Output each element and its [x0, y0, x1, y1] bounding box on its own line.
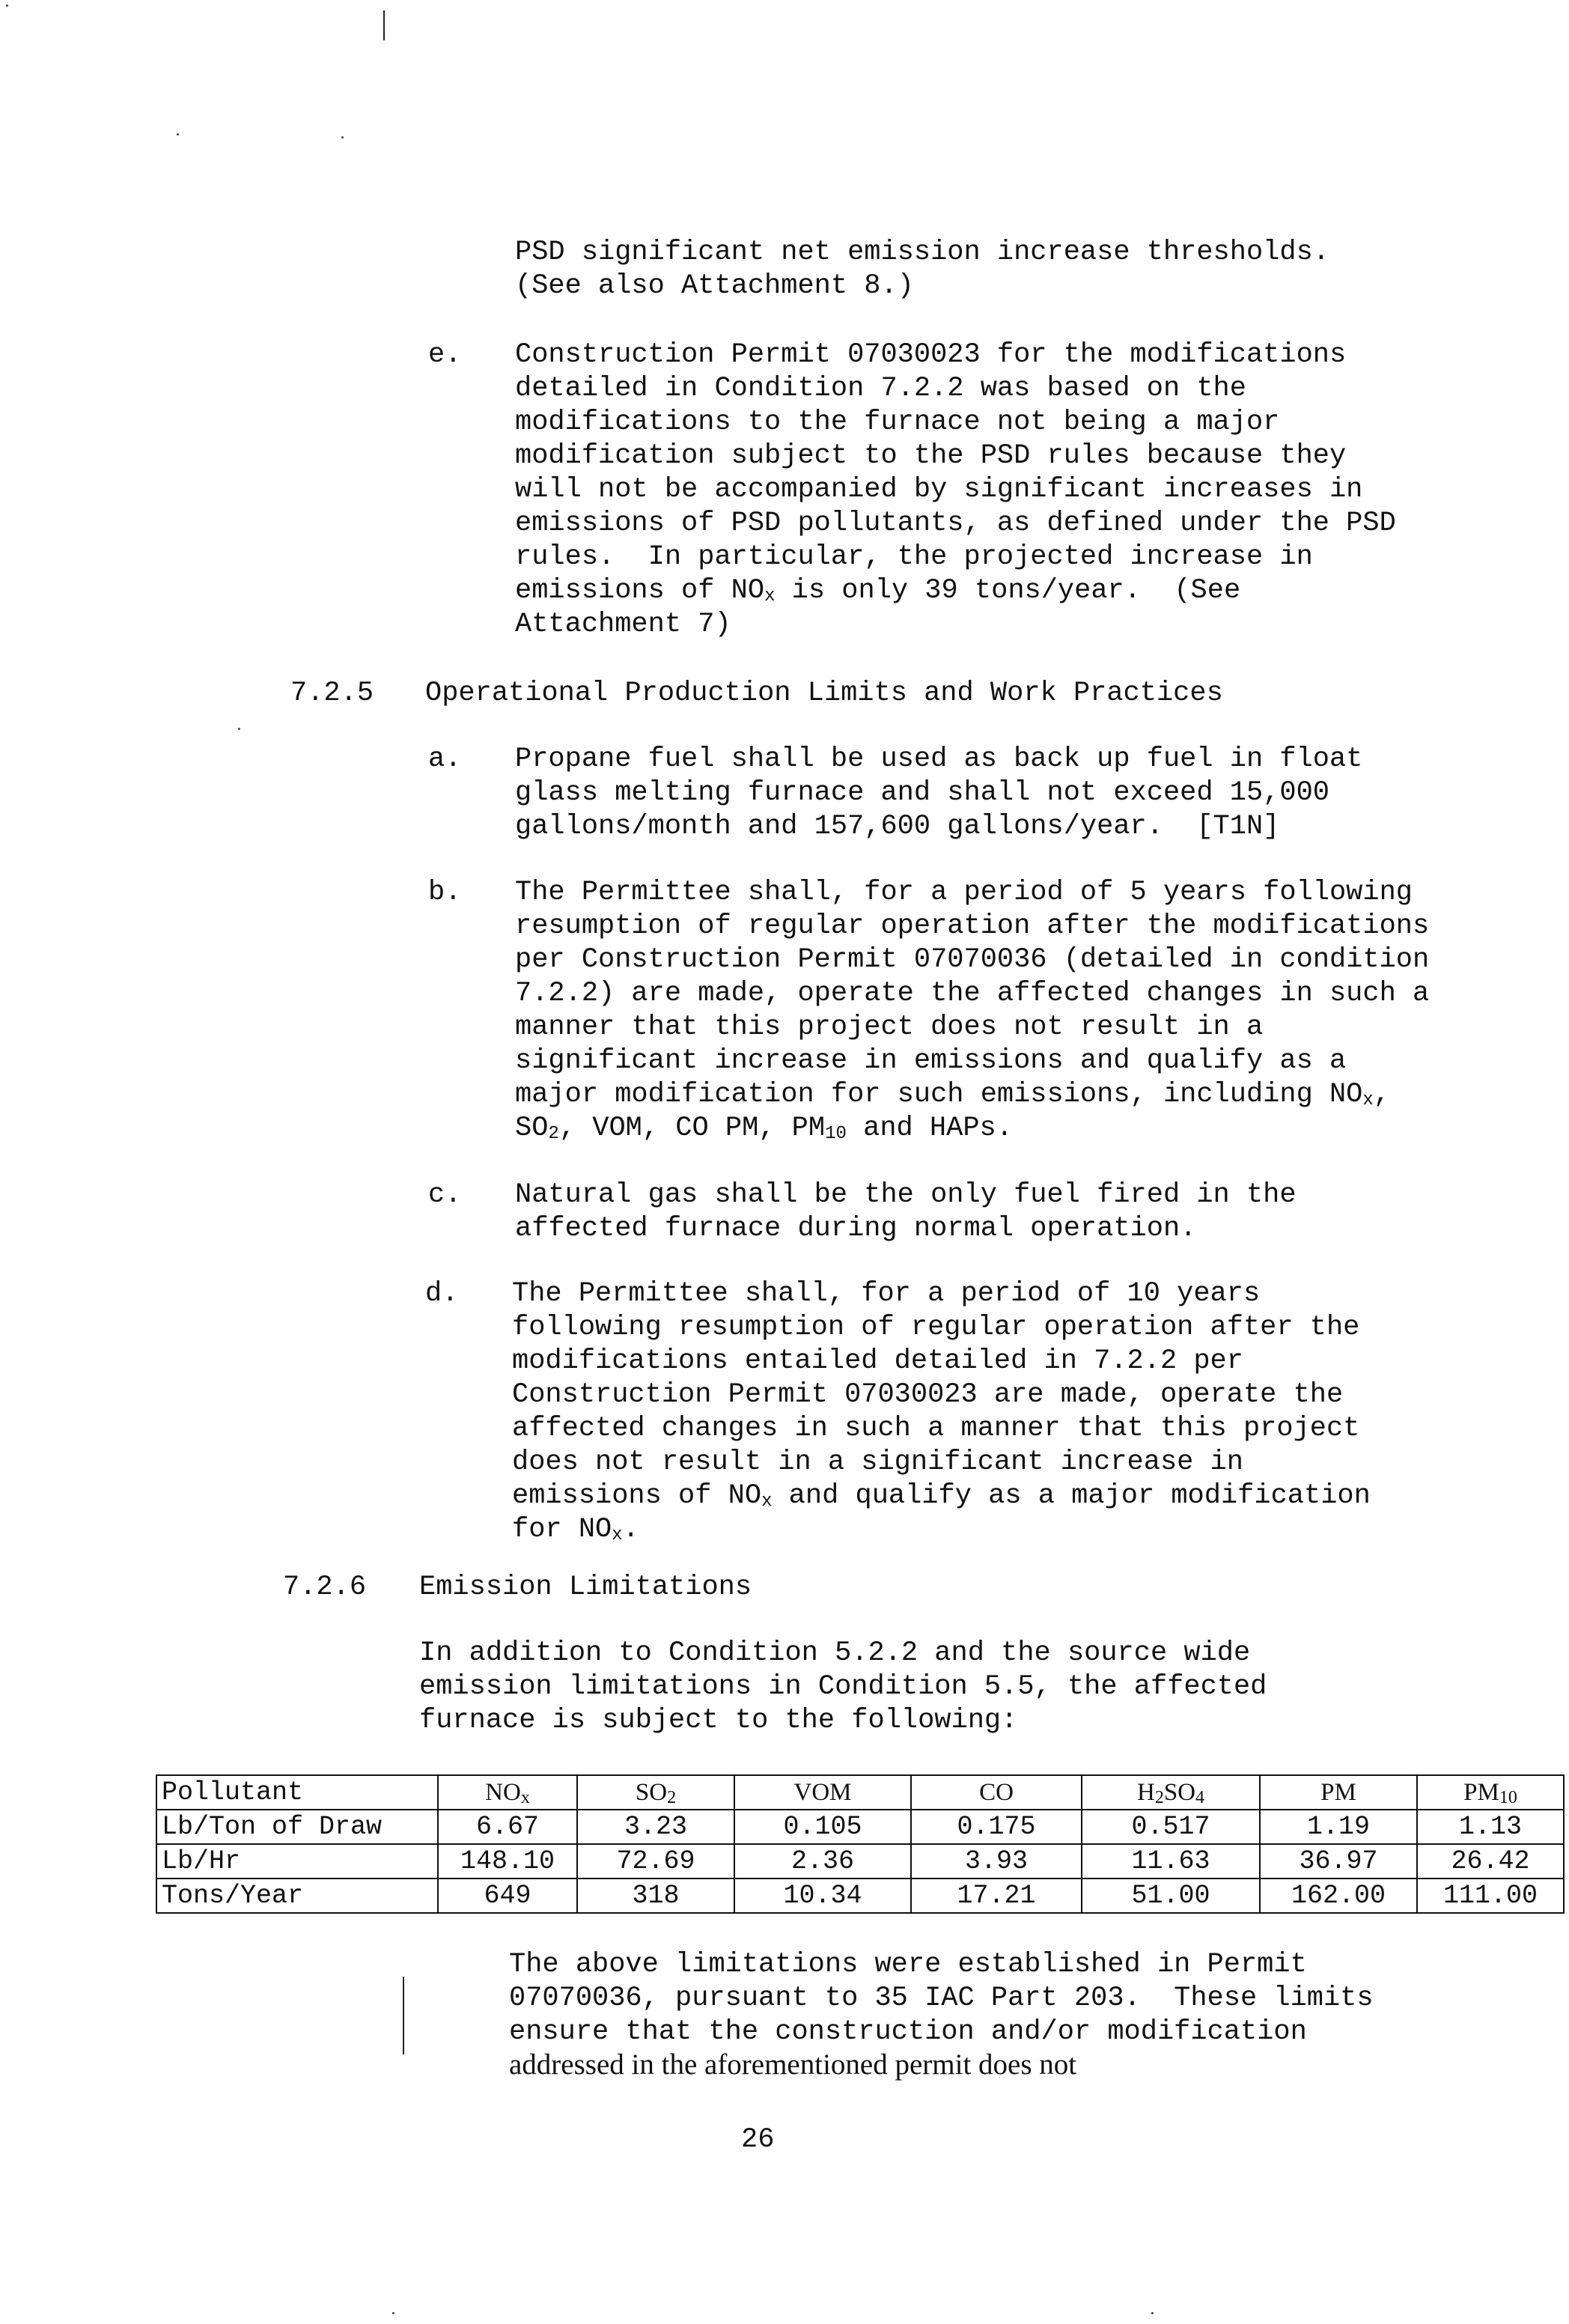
section-title: Emission Limitations: [419, 1572, 752, 1603]
item-b-line: [515, 1112, 1013, 1145]
header-text: CO: [979, 1778, 1014, 1806]
table-cell: 6.67: [438, 1810, 577, 1844]
scan-speck: [1151, 2312, 1154, 2314]
table-cell: 36.97: [1260, 1844, 1417, 1879]
item-c-line: Natural gas shall be the only fuel fired in the: [515, 1179, 1297, 1211]
table-row: [156, 1879, 1564, 1913]
table-cell: 11.63: [1082, 1844, 1260, 1879]
item-e-line: detailed in Condition 7.2.2 was based on the: [515, 373, 1246, 404]
change-bar-top: [383, 10, 385, 40]
closing-line: addressed in the aforementioned permit does not: [509, 2048, 1077, 2081]
section-title: Operational Production Limits and Work Practices: [425, 678, 1223, 709]
subscript: 2: [548, 1124, 559, 1144]
column-header: [1417, 1775, 1564, 1810]
item-b-line: The Permittee shall, for a period of 5 years following: [515, 877, 1413, 908]
subscript: 2: [1154, 1787, 1164, 1807]
intro-line: (See also Attachment 8.): [515, 270, 914, 302]
item-b-line: 7.2.2) are made, operate the affected changes in such a: [515, 978, 1430, 1009]
column-header: [438, 1775, 577, 1810]
text-run: and HAPs.: [846, 1113, 1013, 1144]
row-label: Lb/Hr: [156, 1844, 438, 1879]
column-header: [734, 1775, 911, 1810]
item-a-line: Propane fuel shall be used as back up fuel in float: [515, 743, 1363, 775]
row-label: Tons/Year: [156, 1879, 438, 1913]
scan-speck: [392, 2312, 394, 2314]
item-e-line: [515, 574, 1240, 607]
table-cell: 1.13: [1417, 1810, 1564, 1844]
column-header: [577, 1775, 734, 1810]
text-run: emissions of NO: [512, 1480, 762, 1512]
table-header-row: [156, 1775, 1564, 1810]
subscript: 10: [1499, 1787, 1517, 1807]
table-cell: 3.23: [577, 1810, 734, 1844]
table-cell: 1.19: [1260, 1810, 1417, 1844]
section-number: 7.2.6: [283, 1572, 367, 1603]
text-run: is only 39 tons/year. (See: [775, 575, 1241, 606]
paragraph-line: In addition to Condition 5.2.2 and the source wide: [419, 1637, 1251, 1669]
intro-line: PSD significant net emission increase thresholds.: [515, 237, 1329, 268]
item-e-line: will not be accompanied by significant increases in: [515, 474, 1363, 505]
item-b-line: significant increase in emissions and qualify as a: [515, 1045, 1347, 1077]
item-a-line: glass melting furnace and shall not exceed 15,000: [515, 777, 1329, 809]
table-cell: 162.00: [1260, 1879, 1417, 1913]
item-d-line: does not result in a significant increase in: [512, 1447, 1243, 1478]
header-text: VOM: [793, 1778, 852, 1806]
emission-limits-table: [156, 1774, 1565, 1914]
text-run: ,: [1373, 1079, 1391, 1110]
header-text: PM: [1463, 1778, 1499, 1806]
item-d-line: following resumption of regular operation after the: [512, 1312, 1360, 1343]
item-e-line: modification subject to the PSD rules because they: [515, 440, 1347, 472]
closing-line: The above limitations were established in Permit: [509, 1949, 1307, 1980]
text-run: emissions of NO: [515, 575, 765, 606]
item-e-line: Construction Permit 07030023 for the modifications: [515, 339, 1347, 371]
table-cell: 148.10: [438, 1844, 577, 1879]
text-run: and qualify as a major modification: [772, 1480, 1371, 1512]
item-e-line: modifications to the furnace not being a major: [515, 407, 1280, 438]
table-cell: 0.175: [911, 1810, 1082, 1844]
header-text: H: [1136, 1778, 1155, 1806]
table-cell: 10.34: [734, 1879, 911, 1913]
paragraph-line: emission limitations in Condition 5.5, the affected: [419, 1671, 1267, 1703]
table-cell: 649: [438, 1879, 577, 1913]
item-e-label: e.: [428, 339, 462, 371]
header-text: SO: [1163, 1778, 1196, 1806]
table-cell: 51.00: [1082, 1879, 1260, 1913]
table-cell: 0.517: [1082, 1810, 1260, 1844]
item-a-label: a.: [428, 743, 462, 775]
item-c-line: affected furnace during normal operation.: [515, 1213, 1197, 1244]
closing-line: 07070036, pursuant to 35 IAC Part 203. These limits: [509, 1983, 1374, 2014]
header-text: SO: [635, 1778, 668, 1806]
item-b-label: b.: [428, 877, 462, 908]
scan-speck: [341, 136, 344, 139]
column-header: [1082, 1775, 1260, 1810]
text-run: , VOM, CO PM, PM: [558, 1113, 826, 1144]
item-d-line: [512, 1513, 639, 1546]
row-label: Lb/Ton of Draw: [156, 1810, 438, 1844]
header-text: PM: [1320, 1778, 1356, 1806]
subscript: 10: [825, 1124, 847, 1144]
section-number: 7.2.5: [290, 678, 374, 709]
item-d-label: d.: [425, 1278, 459, 1309]
column-header: [1260, 1775, 1417, 1810]
item-d-line: modifications entailed detailed in 7.2.2 per: [512, 1345, 1243, 1377]
item-d-line: Construction Permit 07030023 are made, operate the: [512, 1379, 1344, 1411]
table-cell: 318: [577, 1879, 734, 1913]
scan-speck: [177, 133, 179, 136]
table-cell: 2.36: [734, 1844, 911, 1879]
item-e-line: rules. In particular, the projected increase in: [515, 541, 1313, 573]
item-d-line: [512, 1479, 1371, 1512]
scan-speck: [238, 728, 240, 730]
subscript: x: [1362, 1090, 1374, 1110]
item-b-line: per Construction Permit 07070036 (detailed in condition: [515, 944, 1430, 976]
item-a-line: gallons/month and 157,600 gallons/year. [T1N]: [515, 811, 1280, 842]
scan-speck: [6, 4, 8, 7]
closing-line: ensure that the construction and/or modification: [509, 2016, 1307, 2048]
subscript: x: [612, 1525, 623, 1545]
text-run: for NO: [512, 1514, 612, 1545]
item-d-line: The Permittee shall, for a period of 10 years: [512, 1278, 1261, 1309]
table-corner-header: Pollutant: [156, 1775, 438, 1810]
item-d-line: affected changes in such a manner that this project: [512, 1413, 1360, 1444]
text-run: .: [622, 1514, 639, 1545]
table-cell: 26.42: [1417, 1844, 1564, 1879]
header-text: NO: [485, 1778, 521, 1806]
item-b-line: [515, 1078, 1390, 1111]
page-number: 26: [741, 2124, 775, 2156]
column-header: [911, 1775, 1082, 1810]
text-run: major modification for such emissions, including NO: [515, 1079, 1363, 1110]
item-b-line: manner that this project does not result in a: [515, 1012, 1264, 1043]
table-cell: 3.93: [911, 1844, 1082, 1879]
item-e-line: Attachment 7): [515, 609, 731, 640]
subscript: 4: [1195, 1787, 1205, 1807]
item-b-line: resumption of regular operation after the modifications: [515, 910, 1430, 942]
table-cell: 17.21: [911, 1879, 1082, 1913]
subscript: x: [761, 1491, 773, 1512]
table-row: [156, 1810, 1564, 1844]
item-c-label: c.: [428, 1179, 462, 1211]
subscript: x: [520, 1787, 530, 1807]
change-bar-bottom: [403, 1977, 404, 2054]
table-row: [156, 1844, 1564, 1879]
paragraph-line: furnace is subject to the following:: [419, 1705, 1018, 1736]
table-cell: 72.69: [577, 1844, 734, 1879]
subscript: 2: [667, 1787, 677, 1807]
subscript: x: [764, 586, 776, 606]
text-run: SO: [515, 1113, 549, 1144]
item-e-line: emissions of PSD pollutants, as defined under the PSD: [515, 508, 1396, 539]
table-cell: 111.00: [1417, 1879, 1564, 1913]
table-cell: 0.105: [734, 1810, 911, 1844]
